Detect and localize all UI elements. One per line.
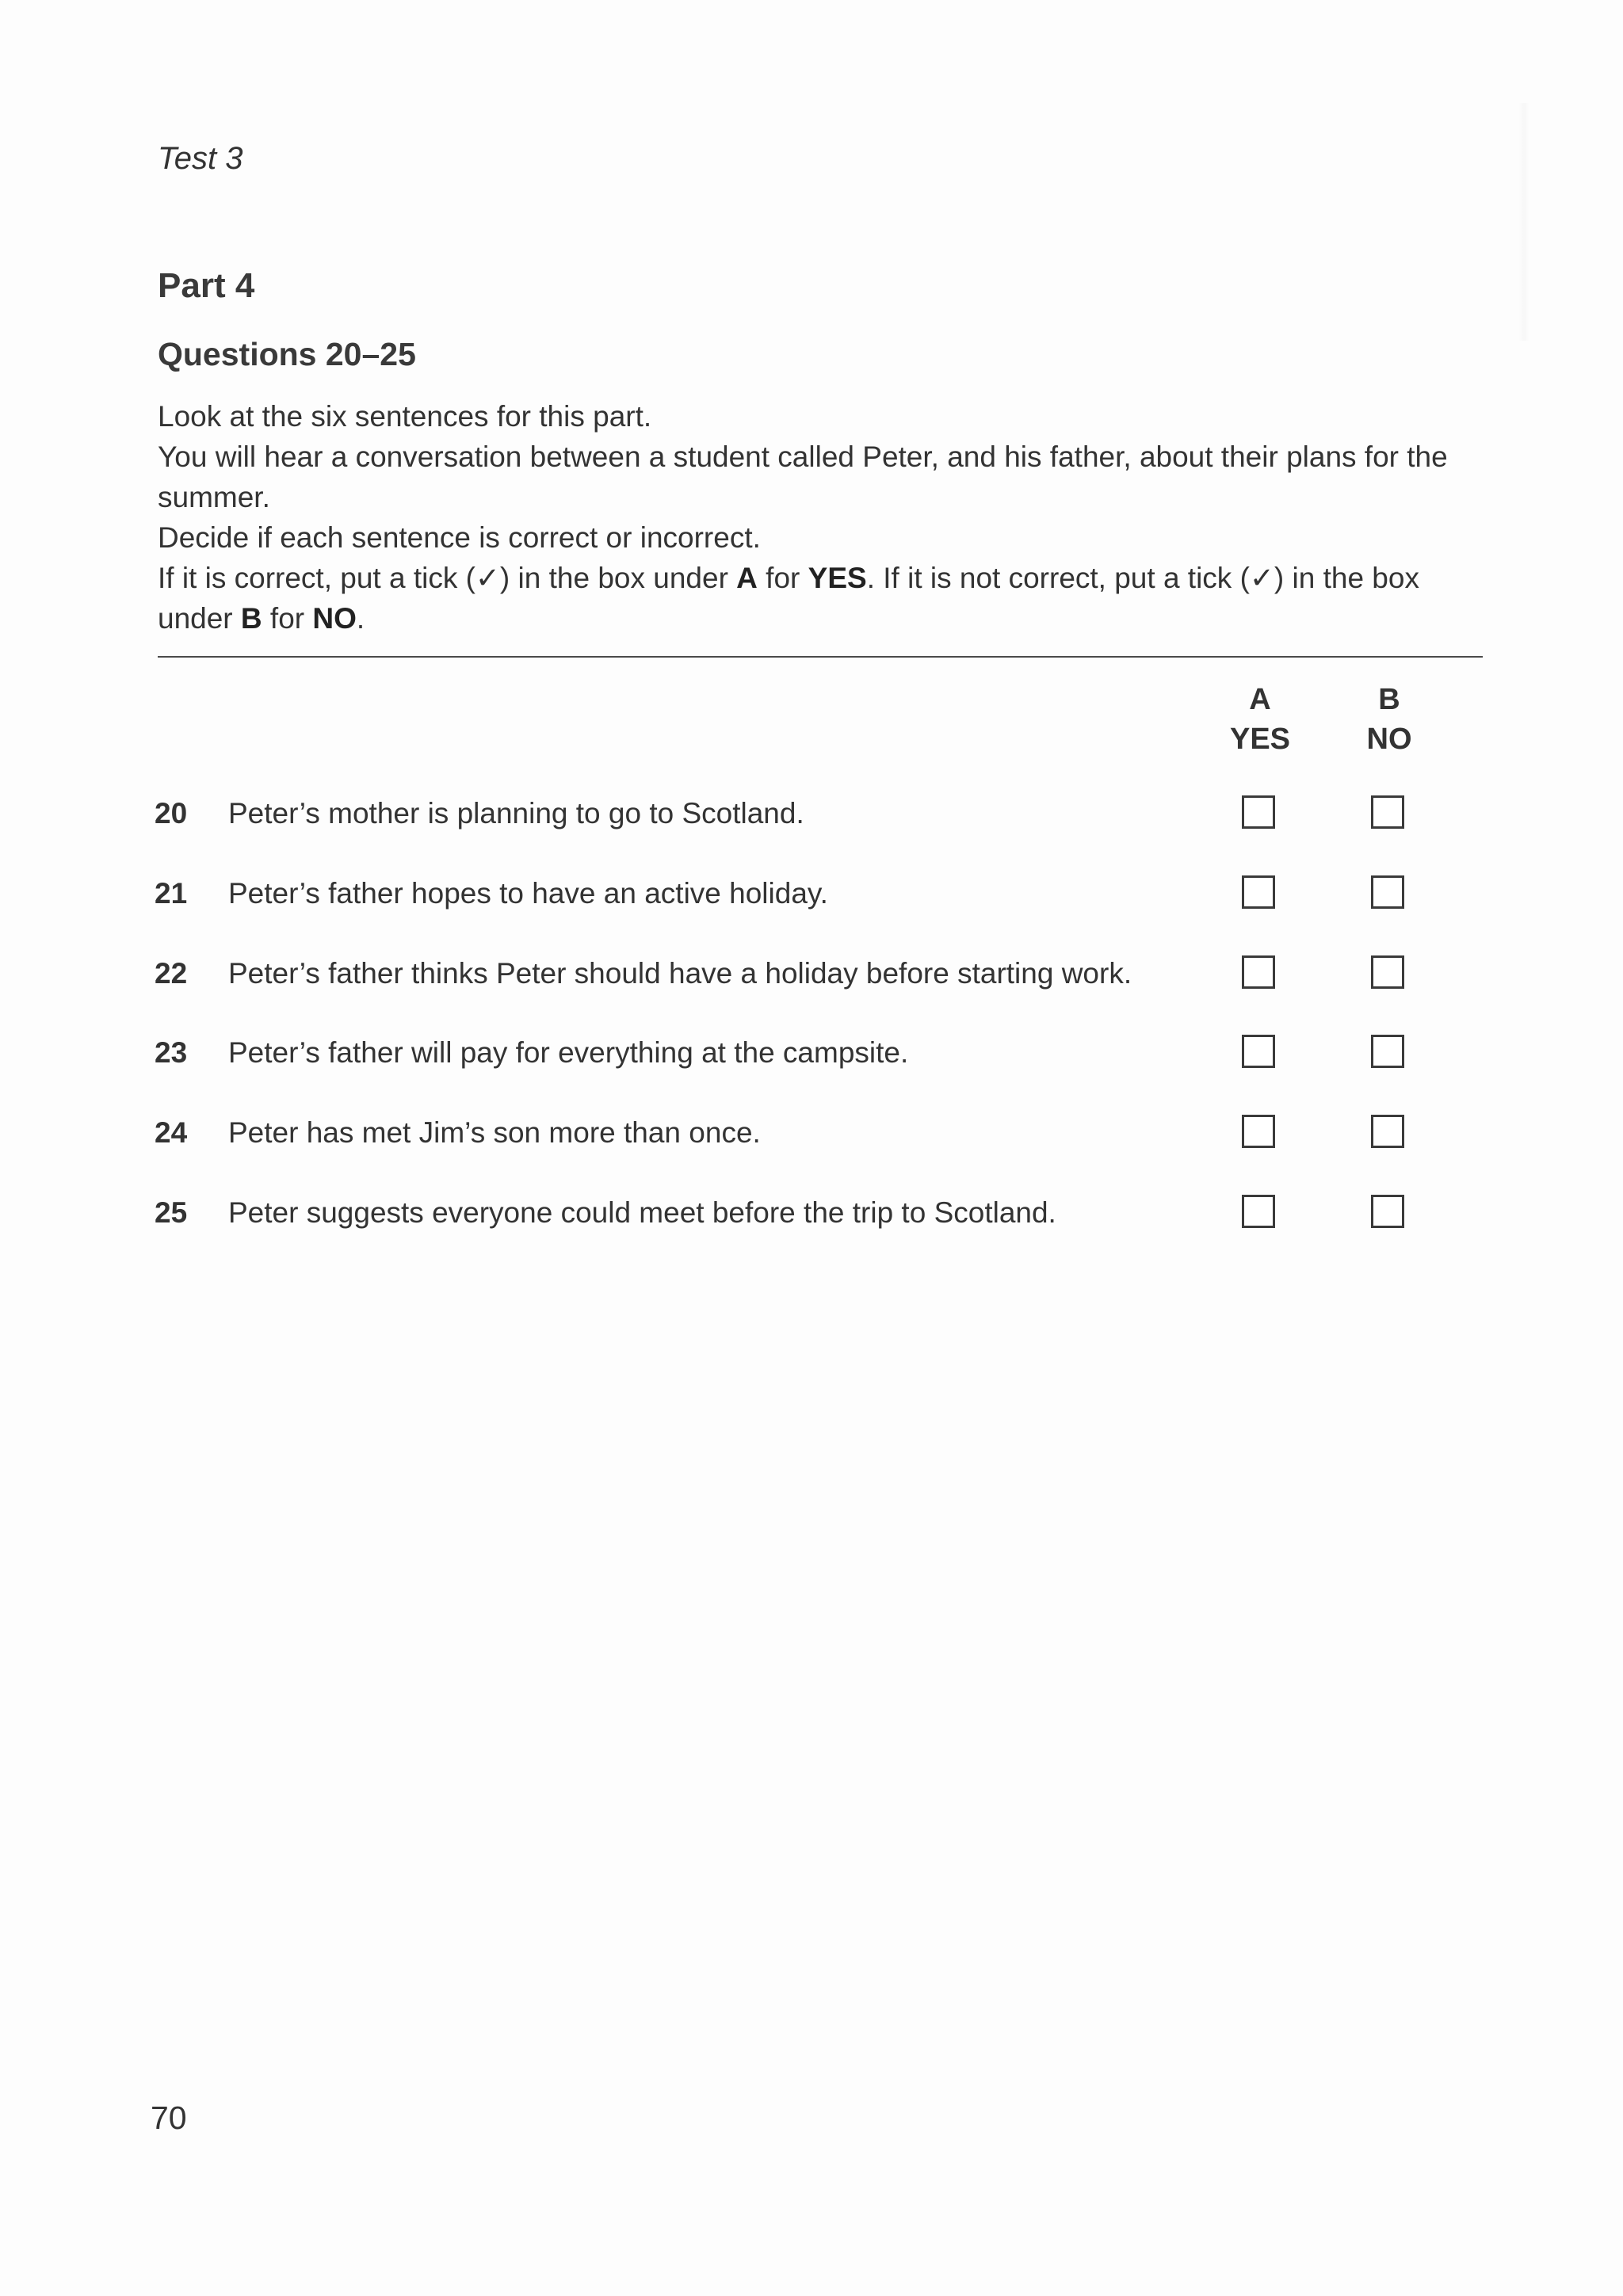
running-head: Test 3 [158, 141, 243, 176]
instructions [158, 396, 1489, 639]
question-row [155, 952, 1502, 1000]
yes-checkbox[interactable] [1242, 955, 1275, 989]
no-checkbox[interactable] [1371, 955, 1404, 989]
question-row [155, 792, 1502, 840]
question-text: Peter’s father hopes to have an active holiday. [228, 877, 828, 910]
question-number: 21 [155, 877, 188, 910]
page-edge-shadow [1518, 103, 1529, 341]
question-row [155, 872, 1502, 920]
questions-title: Questions 20–25 [158, 336, 416, 372]
question-row [155, 1112, 1502, 1159]
question-row [155, 1032, 1502, 1079]
column-b-letter: B [1378, 683, 1400, 716]
no-checkbox[interactable] [1371, 1115, 1404, 1148]
question-text: Peter has met Jim’s son more than once. [228, 1116, 761, 1149]
question-number: 23 [155, 1036, 188, 1069]
column-a-letter: A [1249, 683, 1271, 716]
instruction-text: for [262, 602, 313, 635]
no-checkbox[interactable] [1371, 875, 1404, 909]
no-checkbox[interactable] [1371, 795, 1404, 829]
part-title: Part 4 [158, 266, 255, 305]
instruction-text: . If it is not correct, put a tick (✓) in the box under [158, 562, 1419, 635]
question-number: 20 [155, 797, 188, 830]
instruction-text: . [356, 602, 365, 635]
yes-checkbox[interactable] [1242, 1195, 1275, 1228]
page-number: 70 [151, 2100, 187, 2136]
question-number: 24 [155, 1116, 188, 1149]
yes-checkbox[interactable] [1242, 875, 1275, 909]
question-number: 25 [155, 1196, 188, 1229]
column-header-b [1342, 680, 1437, 759]
instruction-bold-b: B [240, 602, 262, 635]
instruction-line: You will hear a conversation between a student called Peter, and his father, about their plans for the summer. [158, 441, 1448, 513]
question-number: 22 [155, 957, 188, 990]
instruction-bold-yes: YES [808, 562, 867, 594]
yes-checkbox[interactable] [1242, 1035, 1275, 1068]
instruction-bold-a: A [736, 562, 758, 594]
no-checkbox[interactable] [1371, 1035, 1404, 1068]
instruction-line: Decide if each sentence is correct or incorrect. [158, 521, 761, 554]
instruction-line: Look at the six sentences for this part. [158, 400, 652, 433]
divider-rule [158, 656, 1483, 658]
question-text: Peter’s father thinks Peter should have a holiday before starting work. [228, 957, 1132, 990]
column-header-a [1212, 680, 1308, 759]
instruction-line [158, 558, 1489, 639]
instruction-text: for [757, 562, 808, 594]
question-row [155, 1192, 1502, 1239]
instruction-bold-no: NO [312, 602, 357, 635]
instruction-text: If it is correct, put a tick (✓) in the box under [158, 562, 737, 594]
column-a-label: YES [1229, 723, 1291, 756]
question-text: Peter suggests everyone could meet before the trip to Scotland. [228, 1196, 1056, 1229]
question-text: Peter’s mother is planning to go to Scotland. [228, 797, 804, 830]
column-b-label: NO [1366, 723, 1412, 756]
question-text: Peter’s father will pay for everything at the campsite. [228, 1036, 909, 1069]
yes-checkbox[interactable] [1242, 1115, 1275, 1148]
no-checkbox[interactable] [1371, 1195, 1404, 1228]
yes-checkbox[interactable] [1242, 795, 1275, 829]
